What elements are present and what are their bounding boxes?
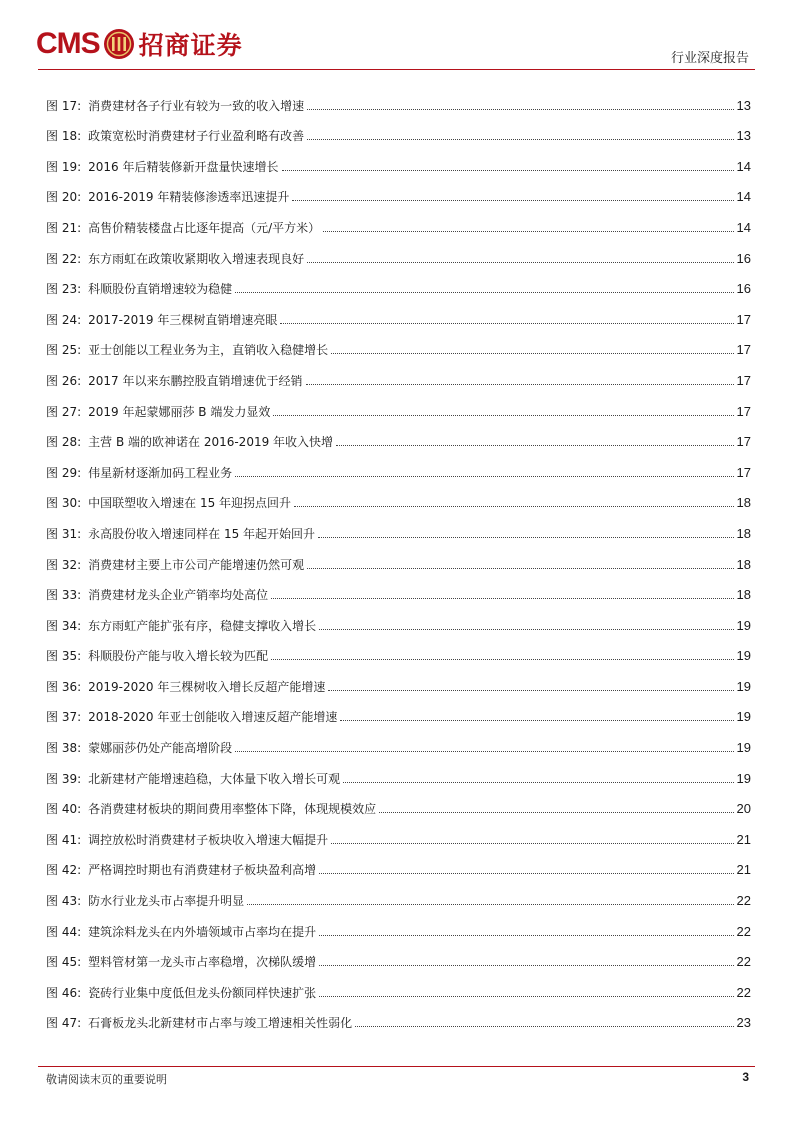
- figure-page-number: 17: [736, 464, 751, 480]
- dot-leader: [235, 292, 733, 293]
- report-type-label: 行业深度报告: [670, 51, 749, 66]
- figure-page-number: 19: [736, 648, 751, 664]
- figure-title: 2016 年后精装修新开盘量快速增长: [88, 159, 279, 174]
- figure-page-number: 19: [736, 709, 751, 725]
- toc-entry[interactable]: [46, 296, 751, 327]
- figure-page-number: 19: [736, 617, 751, 633]
- company-logo: [36, 24, 243, 64]
- cms-emblem-icon: [103, 28, 135, 60]
- dot-leader: [280, 323, 733, 324]
- figure-label: 图 31:: [46, 526, 82, 541]
- figure-title: 主营 B 端的欧神诺在 2016-2019 年收入快增: [88, 435, 334, 450]
- dot-leader: [318, 537, 733, 538]
- figure-label: 图 22:: [46, 251, 82, 266]
- dot-leader: [319, 629, 733, 630]
- figure-title: 石膏板龙头北新建材市占率与竣工增速相关性弱化: [88, 1016, 353, 1031]
- toc-entry[interactable]: [46, 602, 751, 633]
- figure-title: 伟星新材逐渐加码工程业务: [88, 465, 233, 480]
- toc-entry[interactable]: [46, 816, 751, 847]
- header-divider: [38, 69, 755, 70]
- toc-entry[interactable]: [46, 327, 751, 358]
- figure-title: 消费建材主要上市公司产能增速仍然可观: [88, 557, 305, 572]
- figure-page-number: 22: [736, 984, 751, 1000]
- figure-label: 图 34:: [46, 618, 82, 633]
- figure-label: 图 37:: [46, 710, 82, 725]
- toc-entry[interactable]: [46, 633, 751, 664]
- figure-page-number: 16: [736, 281, 751, 297]
- figure-title: 2016-2019 年精装修渗透率迅速提升: [88, 190, 290, 205]
- toc-entry[interactable]: [46, 143, 751, 174]
- figure-label: 图 23:: [46, 282, 82, 297]
- dot-leader: [235, 751, 733, 752]
- figure-label: 图 21:: [46, 220, 82, 235]
- figure-title: 2018-2020 年亚士创能收入增速反超产能增速: [88, 710, 338, 725]
- dot-leader: [379, 812, 733, 813]
- figure-page-number: 17: [736, 342, 751, 358]
- figure-page-number: 17: [736, 311, 751, 327]
- toc-entry[interactable]: [46, 204, 751, 235]
- dot-leader: [319, 965, 733, 966]
- figure-label: 图 33:: [46, 588, 82, 603]
- page-header: [0, 0, 793, 72]
- toc-entry[interactable]: [46, 449, 751, 480]
- dot-leader: [273, 415, 733, 416]
- figure-label: 图 25:: [46, 343, 82, 358]
- figure-title: 瓷砖行业集中度低但龙头份额同样快速扩张: [88, 985, 317, 1000]
- toc-entry[interactable]: [46, 694, 751, 725]
- figure-title: 科顺股份产能与收入增长较为匹配: [88, 649, 269, 664]
- toc-entry[interactable]: [46, 847, 751, 878]
- figure-title: 建筑涂料龙头在内外墙领域市占率均在提升: [88, 924, 317, 939]
- figure-page-number: 19: [736, 740, 751, 756]
- figure-title: 东方雨虹产能扩张有序，稳健支撑收入增长: [88, 618, 317, 633]
- dot-leader: [307, 568, 733, 569]
- dot-leader: [292, 200, 733, 201]
- figure-list: [46, 82, 751, 1030]
- figure-page-number: 17: [736, 403, 751, 419]
- figure-page-number: 14: [736, 158, 751, 174]
- dot-leader: [294, 506, 733, 507]
- figure-page-number: 16: [736, 250, 751, 266]
- figure-label: 图 29:: [46, 465, 82, 480]
- dot-leader: [331, 843, 733, 844]
- figure-page-number: 21: [736, 831, 751, 847]
- figure-label: 图 47:: [46, 1016, 82, 1031]
- figure-label: 图 35:: [46, 649, 82, 664]
- figure-label: 图 40:: [46, 802, 82, 817]
- figure-label: 图 20:: [46, 190, 82, 205]
- figure-title: 蒙娜丽莎仍处产能高增阶段: [88, 741, 233, 756]
- figure-label: 图 28:: [46, 435, 82, 450]
- dot-leader: [343, 782, 733, 783]
- figure-title: 2017 年以来东鹏控股直销增速优于经销: [88, 373, 303, 388]
- figure-page-number: 14: [736, 189, 751, 205]
- toc-entry[interactable]: [46, 908, 751, 939]
- figure-label: 图 38:: [46, 741, 82, 756]
- figure-title: 高售价精装楼盘占比逐年提高（元/平方米）: [88, 220, 321, 235]
- dot-leader: [319, 996, 733, 997]
- figure-label: 图 19:: [46, 159, 82, 174]
- dot-leader: [331, 353, 733, 354]
- dot-leader: [247, 904, 733, 905]
- figure-page-number: 22: [736, 954, 751, 970]
- dot-leader: [336, 445, 733, 446]
- figure-label: 图 24:: [46, 312, 82, 327]
- toc-entry[interactable]: [46, 877, 751, 908]
- dot-leader: [340, 720, 733, 721]
- figure-page-number: 23: [736, 1015, 751, 1031]
- figure-title: 消费建材龙头企业产销率均处高位: [88, 588, 269, 603]
- footer-disclaimer: 敬请阅读末页的重要说明: [46, 1073, 167, 1086]
- dot-leader: [271, 598, 733, 599]
- figure-label: 图 46:: [46, 985, 82, 1000]
- figure-label: 图 44:: [46, 924, 82, 939]
- dot-leader: [307, 109, 733, 110]
- footer-divider: [38, 1066, 755, 1067]
- figure-title: 2017-2019 年三棵树直销增速亮眼: [88, 312, 278, 327]
- dot-leader: [328, 690, 733, 691]
- toc-entry[interactable]: [46, 939, 751, 970]
- dot-leader: [307, 139, 733, 140]
- figure-title: 中国联塑收入增速在 15 年迎拐点回升: [88, 496, 292, 511]
- toc-entry[interactable]: [46, 663, 751, 694]
- figure-label: 图 42:: [46, 863, 82, 878]
- figure-title: 严格调控时期也有消费建材子板块盈利高增: [88, 863, 317, 878]
- figure-title: 2019 年起蒙娜丽莎 B 端发力显效: [88, 404, 271, 419]
- toc-entry[interactable]: [46, 388, 751, 419]
- figure-title: 亚士创能以工程业务为主，直销收入稳健增长: [88, 343, 329, 358]
- page-number: 3: [742, 1070, 749, 1084]
- toc-entry[interactable]: [46, 1000, 751, 1031]
- toc-entry[interactable]: [46, 266, 751, 297]
- figure-label: 图 27:: [46, 404, 82, 419]
- dot-leader: [271, 659, 733, 660]
- toc-entry[interactable]: [46, 755, 751, 786]
- figure-page-number: 18: [736, 525, 751, 541]
- figure-page-number: 13: [736, 97, 751, 113]
- figure-page-number: 14: [736, 219, 751, 235]
- toc-entry[interactable]: [46, 510, 751, 541]
- figure-page-number: 19: [736, 678, 751, 694]
- figure-label: 图 36:: [46, 679, 82, 694]
- toc-entry[interactable]: [46, 82, 751, 113]
- figure-page-number: 17: [736, 372, 751, 388]
- figure-label: 图 41:: [46, 832, 82, 847]
- figure-label: 图 30:: [46, 496, 82, 511]
- figure-page-number: 13: [736, 128, 751, 144]
- dot-leader: [307, 262, 733, 263]
- logo-latin-text: CMS: [36, 27, 100, 60]
- figure-title: 防水行业龙头市占率提升明显: [88, 894, 245, 909]
- figure-label: 图 39:: [46, 771, 82, 786]
- toc-entry[interactable]: [46, 419, 751, 450]
- figure-page-number: 20: [736, 801, 751, 817]
- figure-title: 科顺股份直销增速较为稳健: [88, 282, 233, 297]
- figure-title: 调控放松时消费建材子板块收入增速大幅提升: [88, 832, 329, 847]
- figure-page-number: 22: [736, 893, 751, 909]
- toc-entry[interactable]: [46, 235, 751, 266]
- toc-entry[interactable]: [46, 174, 751, 205]
- figure-label: 图 17:: [46, 98, 82, 113]
- toc-entry[interactable]: [46, 724, 751, 755]
- figure-title: 永高股份收入增速同样在 15 年起开始回升: [88, 526, 316, 541]
- dot-leader: [235, 476, 733, 477]
- figure-title: 北新建材产能增速趋稳，大体量下收入增长可观: [88, 771, 341, 786]
- figure-title: 消费建材各子行业有较为一致的收入增速: [88, 98, 305, 113]
- toc-entry[interactable]: [46, 572, 751, 603]
- figure-page-number: 18: [736, 556, 751, 572]
- figure-title: 塑料管材第一龙头市占率稳增，次梯队缓增: [88, 955, 317, 970]
- toc-entry[interactable]: [46, 786, 751, 817]
- figure-title: 东方雨虹在政策收紧期收入增速表现良好: [88, 251, 305, 266]
- figure-label: 图 18:: [46, 129, 82, 144]
- toc-entry[interactable]: [46, 357, 751, 388]
- toc-entry[interactable]: [46, 113, 751, 144]
- figure-label: 图 45:: [46, 955, 82, 970]
- figure-page-number: 21: [736, 862, 751, 878]
- toc-entry[interactable]: [46, 480, 751, 511]
- dot-leader: [323, 231, 733, 232]
- logo-chinese-text: 招商证券: [138, 31, 243, 60]
- figure-page-number: 17: [736, 434, 751, 450]
- toc-entry[interactable]: [46, 969, 751, 1000]
- figure-title: 各消费建材板块的期间费用率整体下降，体现规模效应: [88, 802, 377, 817]
- figure-page-number: 18: [736, 495, 751, 511]
- figure-page-number: 19: [736, 770, 751, 786]
- dot-leader: [355, 1026, 733, 1027]
- dot-leader: [319, 873, 733, 874]
- figure-page-number: 22: [736, 923, 751, 939]
- figure-label: 图 43:: [46, 894, 82, 909]
- dot-leader: [319, 935, 733, 936]
- toc-entry[interactable]: [46, 541, 751, 572]
- figure-page-number: 18: [736, 587, 751, 603]
- dot-leader: [282, 170, 734, 171]
- figure-title: 政策宽松时消费建材子行业盈利略有改善: [88, 129, 305, 144]
- figure-label: 图 32:: [46, 557, 82, 572]
- figure-title: 2019-2020 年三棵树收入增长反超产能增速: [88, 679, 326, 694]
- dot-leader: [306, 384, 734, 385]
- figure-label: 图 26:: [46, 373, 82, 388]
